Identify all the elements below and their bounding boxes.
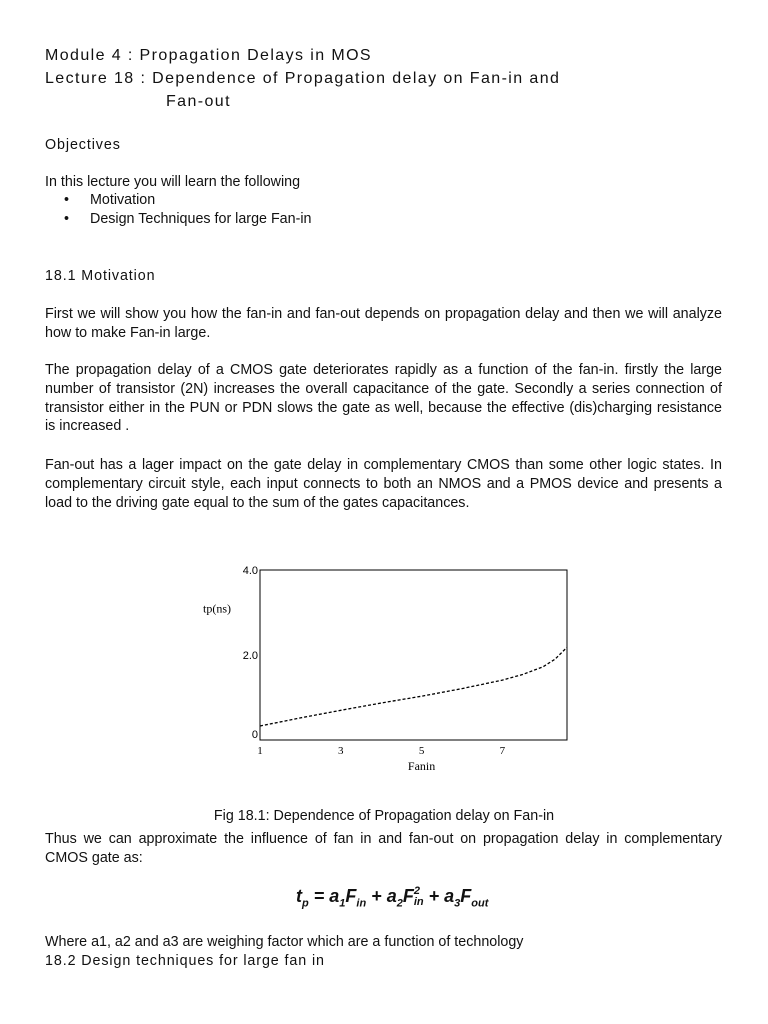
x-tick-label: 1 [257,745,263,757]
eq-tp: t [296,886,302,906]
eq-a2: a [386,886,397,906]
delay-equation [296,886,488,910]
eq-fin-squared-scripts [414,886,424,908]
plot-frame [260,570,567,740]
x-tick-label: 5 [418,745,425,757]
y-tick-label: 4.0 [242,565,258,577]
y-tick-label: 0 [251,729,258,741]
x-axis-label: Fanin [407,759,436,773]
lecture-title-continued: Fan-out [166,93,231,110]
eq-tp-sub: p [302,897,309,910]
eq-fin-squared-sub: in [413,896,424,909]
section-heading-motivation: 18.1 Motivation [45,268,156,284]
fanin-delay-chart [195,560,580,785]
objectives-heading: Objectives [45,137,121,153]
objectives-intro: In this lecture you will learn the following [45,174,301,190]
eq-a1: a [329,886,340,906]
y-tick-label: 2.0 [242,650,258,662]
objective-item: • Design Techniques for large Fan-in [64,210,311,229]
eq-plus: + [366,886,387,906]
objectives-list [64,191,311,229]
objective-item: • Motivation [64,191,311,210]
eq-equals: = [308,886,330,906]
fanin-delay-figure [195,560,580,785]
section-heading-design: 18.2 Design techniques for large fan in [45,953,325,969]
eq-fin: F [345,886,357,906]
figure-caption: Fig 18.1: Dependence of Propagation delay on Fan-in [213,808,555,825]
eq-a3: a [444,886,455,906]
eq-fout-sub: out [471,897,489,910]
eq-fin-squared: F [402,886,414,906]
delay-curve [260,647,567,726]
lecture-title: Lecture 18 : Dependence of Propagation delay on Fan-in and [45,70,561,87]
eq-plus: + [423,886,445,906]
paragraph-approximation: Thus we can approximate the influence of fan in and fan-out on propagation delay in complementary CMOS gate as: [45,831,722,866]
paragraph-fanout: Fan-out has a lager impact on the gate delay in complementary CMOS than some other logic states. In complementary circuit style, each input connects to both an NMOS and a PMOS device and presents a load to the driving gate equal to the sum of the gates capacitances. [45,457,722,511]
y-axis-label: tp(ns) [203,601,231,616]
x-tick-label: 7 [499,745,506,757]
x-tick-label: 3 [338,745,344,757]
paragraph-weighing: Where a1, a2 and a3 are weighing factor which are a function of technology [45,934,524,950]
eq-a1-sub: 1 [339,897,346,910]
eq-a2-sub: 2 [396,897,403,910]
eq-fin-squared-sup: 2 [413,885,420,898]
paragraph-intro: First we will show you how the fan-in and fan-out depends on propagation delay and then we will analyze how to make Fan-in large. [45,306,722,341]
paragraph-fanin: The propagation delay of a CMOS gate deteriorates rapidly as a function of the fan-in. firstly the large number of transistor (2N) increases the overall capacitance of the gate. Secondly a series connection of transistor either in the PUN or PDN slows the gate as well, because the effective (dis)charging resistance is increased . [45,362,722,435]
eq-fout: F [460,886,472,906]
eq-fin-sub: in [356,897,367,910]
module-title: Module 4 : Propagation Delays in MOS [45,47,372,64]
eq-a3-sub: 3 [454,897,461,910]
